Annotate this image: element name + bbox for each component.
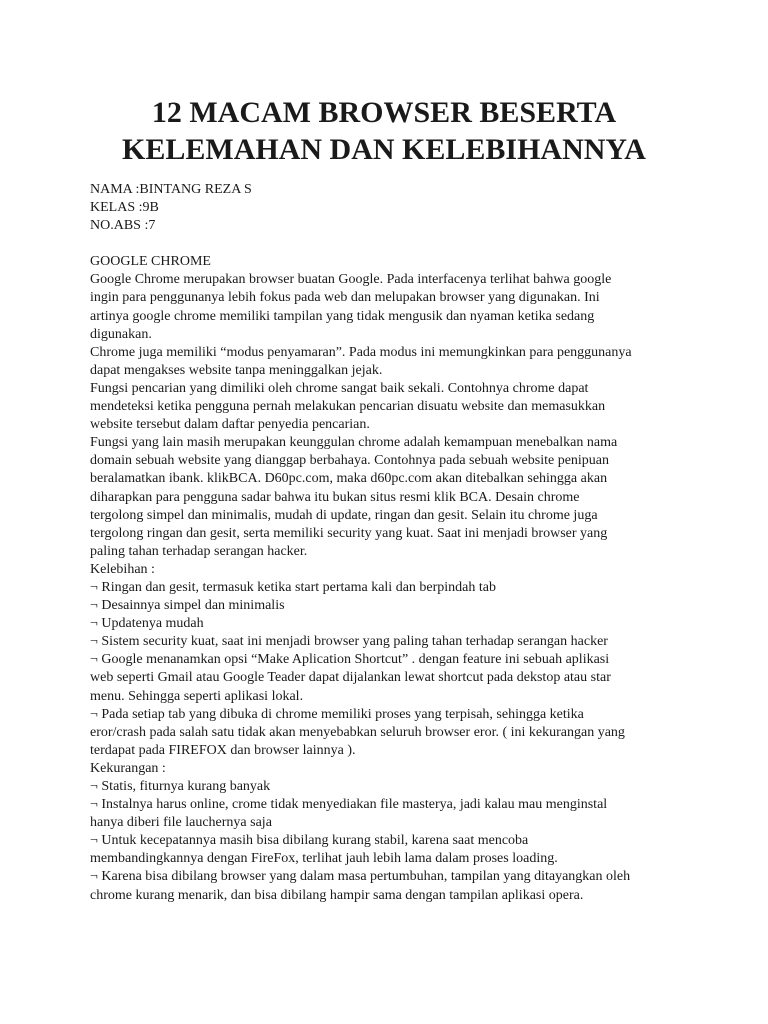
list-item xyxy=(90,706,690,760)
paragraph-line: domain sebuah website yang dianggap berbahaya. Contohnya pada sebuah website penipuan xyxy=(90,453,610,469)
paragraph-line: tergolong simpel dan minimalis, mudah di update, ringan dan gesit. Selain itu chrome juga xyxy=(90,507,598,523)
title-line: 12 MACAM BROWSER BESERTA xyxy=(151,96,617,129)
list-item: ¬ Statis, fiturnya kurang banyak xyxy=(90,779,271,794)
disadvantages-heading: Kekurangan : xyxy=(90,760,166,776)
paragraph-line: paling tahan terhadap serangan hacker. xyxy=(90,543,308,559)
list-item-line: ¬ Google menanamkan opsi “Make Aplication Shortcut” . dengan feature ini sebuah aplikasi xyxy=(90,652,610,668)
list-item: ¬ Desainnya simpel dan minimalis xyxy=(90,598,285,614)
list-item-line: ¬ Instalnya harus online, crome tidak menyediakan file masterya, jadi kalau mau menginstal xyxy=(90,797,608,813)
list-item-line: terdapat pada FIREFOX dan browser lainnya ). xyxy=(90,742,356,758)
list-item: ¬ Sistem security kuat, saat ini menjadi browser yang paling tahan terhadap serangan hacker xyxy=(90,634,608,650)
list-item-line: ¬ Untuk kecepatannya masih bisa dibilang kurang stabil, karena saat mencoba xyxy=(90,833,529,849)
list-item: ¬ Ringan dan gesit, termasuk ketika start pertama kali dan berpindah tab xyxy=(90,579,496,595)
paragraph-intro xyxy=(90,271,690,343)
list-item xyxy=(90,796,690,832)
list-item-line: hanya diberi file lauchernya saja xyxy=(90,815,272,831)
advantages-heading: Kelebihan : xyxy=(90,561,155,577)
paragraph-line: digunakan. xyxy=(90,326,152,342)
paragraph-line: Chrome juga memiliki “modus penyamaran”. Pada modus ini memungkinkan para penggunanya xyxy=(90,344,632,360)
list-item-line: ¬ Karena bisa dibilang browser yang dalam masa pertumbuhan, tampilan yang ditayangkan oleh xyxy=(90,869,631,885)
list-item-line: membandingkannya dengan FireFox, terlihat jauh lebih lama dalam proses loading. xyxy=(90,851,558,867)
paragraph-line: artinya google chrome memiliki tampilan yang tidak mengusik dan nyaman ketika sedang xyxy=(90,308,595,324)
list-item xyxy=(90,868,690,904)
paragraph-line: dapat mengakses website tanpa meninggalkan jejak. xyxy=(90,362,383,378)
document-title xyxy=(0,94,768,168)
title-line: KELEMAHAN DAN KELEBIHANNYA xyxy=(122,133,646,166)
student-number: NO.ABS :7 xyxy=(90,218,156,234)
advantages-list xyxy=(90,561,690,760)
student-class: KELAS :9B xyxy=(90,200,159,216)
paragraph-line: beralamatkan ibank. klikBCA. D60pc.com, maka d60pc.com akan ditebalkan sehingga akan xyxy=(90,471,608,487)
list-item-line: menu. Sehingga seperti aplikasi lokal. xyxy=(90,688,304,704)
section-heading: GOOGLE CHROME xyxy=(90,254,211,270)
spacer xyxy=(90,235,690,253)
paragraph-line: Fungsi pencarian yang dimiliki oleh chrome sangat baik sekali. Contohnya chrome dapat xyxy=(90,380,589,396)
paragraph-search xyxy=(90,380,690,434)
list-item: ¬ Updatenya mudah xyxy=(90,616,204,632)
paragraph-line: ingin para penggunanya lebih fokus pada web dan melupakan browser yang digunakan. Ini xyxy=(90,290,600,306)
paragraph-line: tergolong ringan dan gesit, serta memiliki security yang kuat. Saat ini menjadi browser yang xyxy=(90,525,608,541)
paragraph-line: Google Chrome merupakan browser buatan Google. Pada interfacenya terlihat bahwa google xyxy=(90,272,612,288)
paragraph-line: Fungsi yang lain masih merupakan keunggulan chrome adalah kemampuan menebalkan nama xyxy=(90,435,618,451)
list-item xyxy=(90,832,690,868)
list-item xyxy=(90,651,690,705)
paragraph-line: website tersebut dalam daftar penyedia pencarian. xyxy=(90,417,370,433)
paragraph-security xyxy=(90,434,690,561)
paragraph-line: diharapkan para pengguna sadar bahwa itu bukan situs resmi klik BCA. Desain chrome xyxy=(90,489,580,505)
list-item-line: ¬ Pada setiap tab yang dibuka di chrome memiliki proses yang terpisah, sehingga ketika xyxy=(90,706,584,722)
list-item-line: chrome kurang menarik, dan bisa dibilang hampir sama dengan tampilan aplikasi opera. xyxy=(90,887,584,903)
list-item-line: web seperti Gmail atau Google Teader dapat dijalankan lewat shortcut pada dekstop atau star xyxy=(90,670,611,686)
student-name: NAMA :BINTANG REZA S xyxy=(90,182,252,197)
list-item-line: eror/crash pada salah satu tidak akan menyebabkan seluruh browser eror. ( ini kekurangan yang xyxy=(90,724,625,740)
paragraph-incognito xyxy=(90,344,690,380)
paragraph-line: mendeteksi ketika pengguna pernah melakukan pencarian disuatu website dan memasukkan xyxy=(90,399,606,415)
document-body xyxy=(90,181,690,905)
disadvantages-list xyxy=(90,760,690,905)
